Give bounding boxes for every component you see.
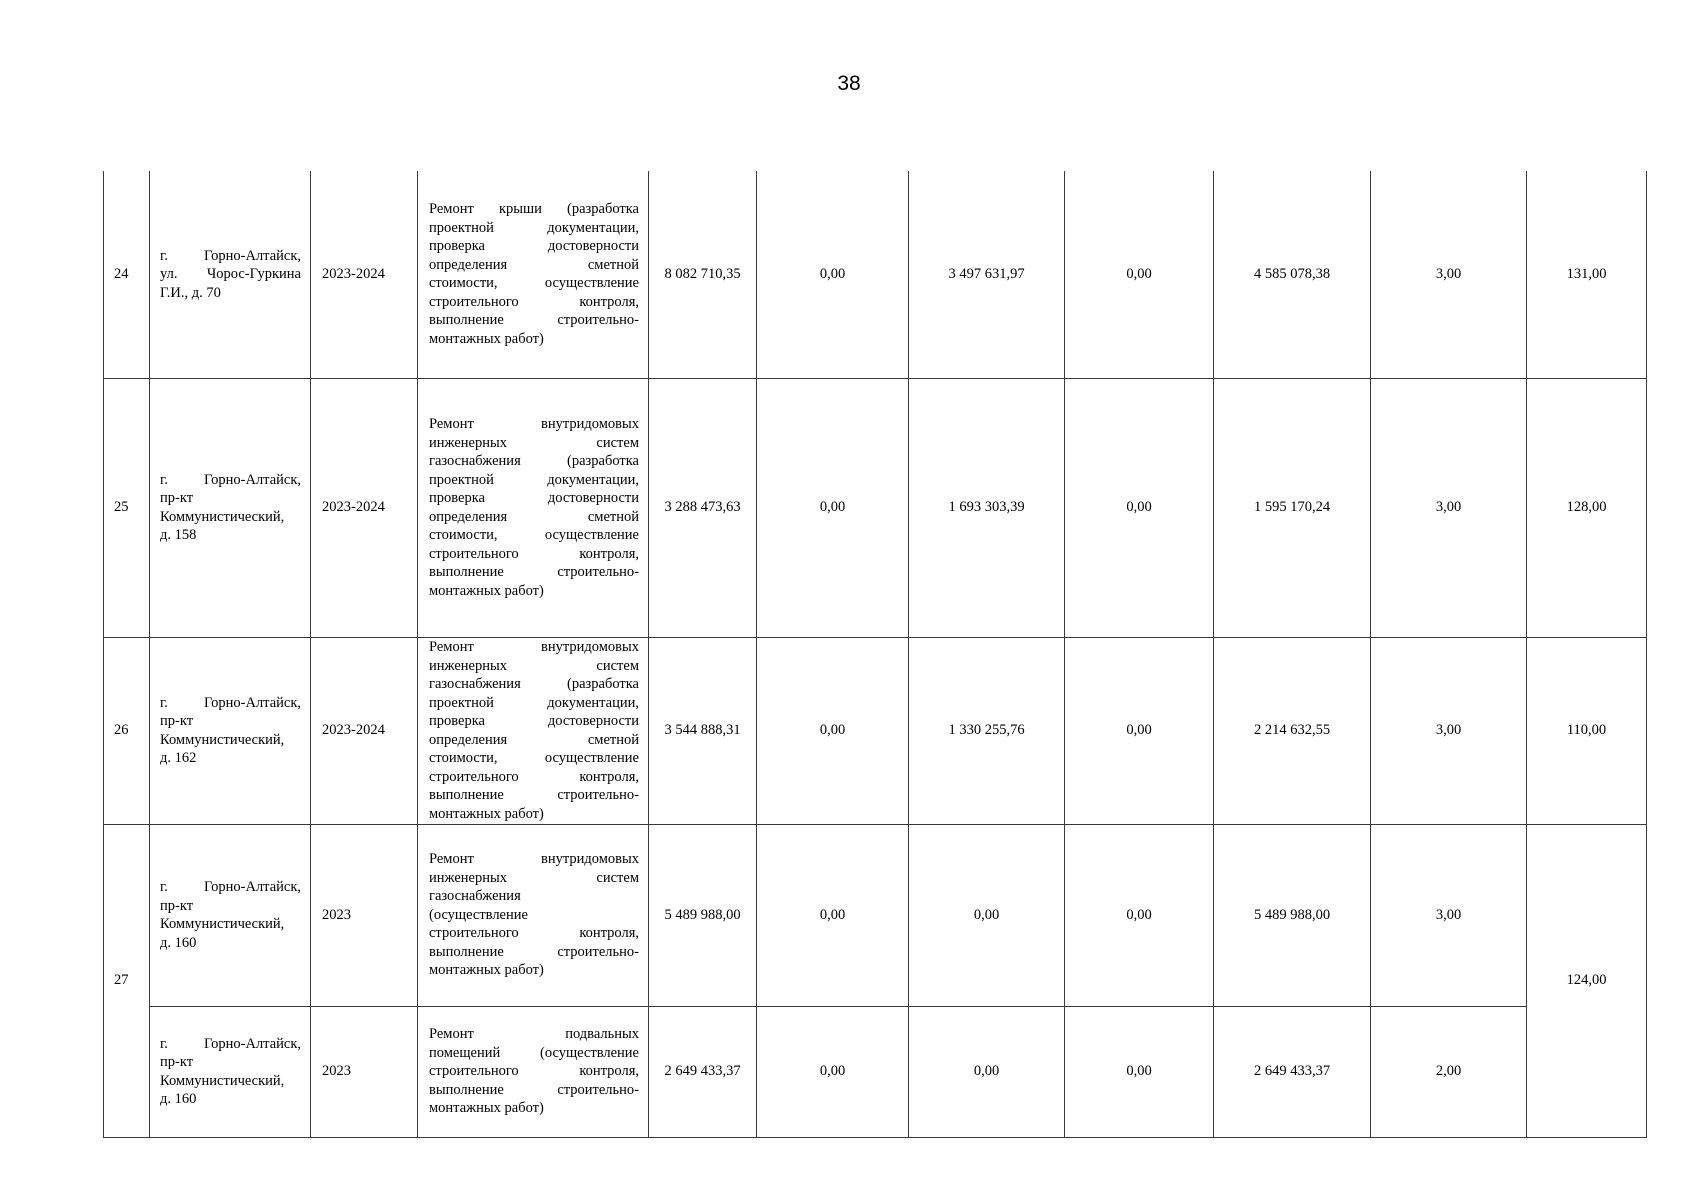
funding-cell-4: 5 489 988,00	[1214, 824, 1371, 1006]
rate-cell: 2,00	[1371, 1006, 1527, 1137]
years-cell: 2023	[311, 1006, 418, 1137]
funding-cell-4: 1 595 170,24	[1214, 378, 1371, 637]
rate-cell: 3,00	[1371, 378, 1527, 637]
table-row	[104, 378, 1647, 637]
funding-cell-3: 0,00	[1065, 824, 1214, 1006]
funding-cell-2: 1 693 303,39	[909, 378, 1065, 637]
years-cell: 2023-2024	[311, 171, 418, 378]
funding-cell-4: 4 585 078,38	[1214, 171, 1371, 378]
table-row	[104, 637, 1647, 824]
area-cell: 110,00	[1527, 637, 1647, 824]
funding-cell-1: 0,00	[757, 378, 909, 637]
funding-cell-3: 0,00	[1065, 171, 1214, 378]
address-cell: г. Горно-Алтайск, ул. Чорос-Гуркина Г.И., д. 70	[150, 171, 311, 378]
table-row	[104, 171, 1647, 378]
area-cell: 124,00	[1527, 824, 1647, 1137]
total-cost-cell: 5 489 988,00	[649, 824, 757, 1006]
table-row	[104, 1006, 1647, 1137]
row-number: 26	[104, 637, 150, 824]
funding-cell-2: 1 330 255,76	[909, 637, 1065, 824]
row-number: 24	[104, 171, 150, 378]
address-cell: г. Горно-Алтайск, пр-кт Коммунистический, д. 160	[150, 1006, 311, 1137]
rate-cell: 3,00	[1371, 171, 1527, 378]
funding-cell-3: 0,00	[1065, 378, 1214, 637]
total-cost-cell: 2 649 433,37	[649, 1006, 757, 1137]
table-row	[104, 824, 1647, 1006]
area-cell: 131,00	[1527, 171, 1647, 378]
work-description-cell: Ремонт внутридомовых инженерных систем газоснабжения (разработка проектной документации, проверка достоверности определения сметной стоимости, осуществление строительного контроля, выполнение строительно- монтажных работ)	[418, 637, 649, 824]
funding-cell-2: 0,00	[909, 1006, 1065, 1137]
funding-cell-4: 2 214 632,55	[1214, 637, 1371, 824]
years-cell: 2023	[311, 824, 418, 1006]
area-cell: 128,00	[1527, 378, 1647, 637]
funding-cell-3: 0,00	[1065, 637, 1214, 824]
page-number: 38	[837, 72, 861, 95]
total-cost-cell: 3 544 888,31	[649, 637, 757, 824]
work-description-cell: Ремонт подвальных помещений (осуществление строительного контроля, выполнение строительно- монтажных работ)	[418, 1006, 649, 1137]
work-description-cell: Ремонт внутридомовых инженерных систем газоснабжения (осуществление строительного контроля, выполнение строительно- монтажных работ)	[418, 824, 649, 1006]
rate-cell: 3,00	[1371, 637, 1527, 824]
funding-cell-2: 0,00	[909, 824, 1065, 1006]
funding-cell-2: 3 497 631,97	[909, 171, 1065, 378]
address-cell: г. Горно-Алтайск, пр-кт Коммунистический, д. 158	[150, 378, 311, 637]
rate-cell: 3,00	[1371, 824, 1527, 1006]
funding-cell-3: 0,00	[1065, 1006, 1214, 1137]
funding-cell-1: 0,00	[757, 637, 909, 824]
total-cost-cell: 3 288 473,63	[649, 378, 757, 637]
funding-cell-1: 0,00	[757, 171, 909, 378]
work-description-cell: Ремонт крыши (разработка проектной документации, проверка достоверности определения сметной стоимости, осуществление строительного контроля, выполнение строительно- монтажных работ)	[418, 171, 649, 378]
address-cell: г. Горно-Алтайск, пр-кт Коммунистический, д. 160	[150, 824, 311, 1006]
total-cost-cell: 8 082 710,35	[649, 171, 757, 378]
years-cell: 2023-2024	[311, 637, 418, 824]
row-number: 25	[104, 378, 150, 637]
row-number: 27	[104, 824, 150, 1137]
funding-cell-1: 0,00	[757, 824, 909, 1006]
years-cell: 2023-2024	[311, 378, 418, 637]
work-description-cell: Ремонт внутридомовых инженерных систем газоснабжения (разработка проектной документации, проверка достоверности определения сметной стоимости, осуществление строительного контроля, выполнение строительно- монтажных работ)	[418, 378, 649, 637]
repair-program-table	[103, 171, 1647, 1138]
funding-cell-4: 2 649 433,37	[1214, 1006, 1371, 1137]
address-cell: г. Горно-Алтайск, пр-кт Коммунистический, д. 162	[150, 637, 311, 824]
funding-cell-1: 0,00	[757, 1006, 909, 1137]
